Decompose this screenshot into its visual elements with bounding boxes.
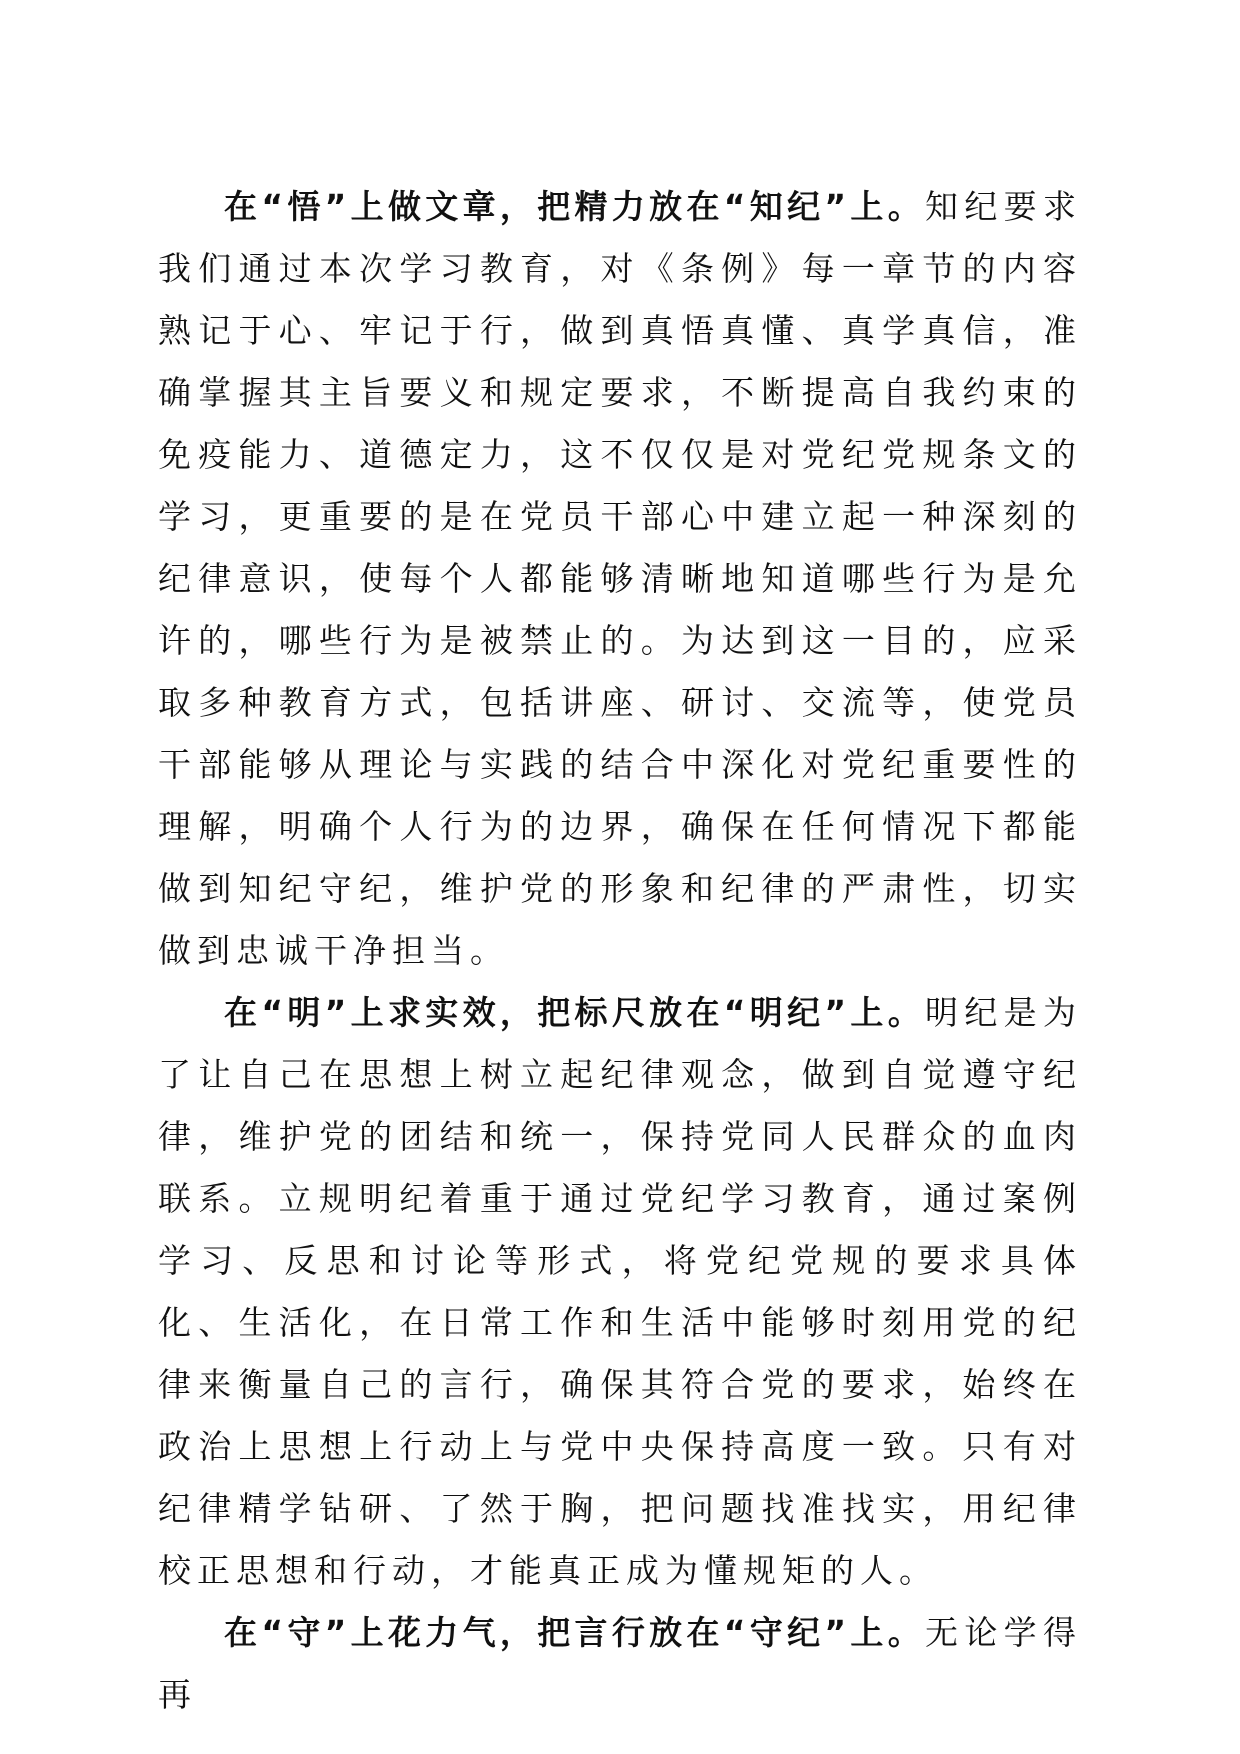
paragraph-heading: 在“悟”上做文章，把精力放在“知纪”上。: [224, 187, 926, 226]
paragraph-text: 明纪是为了让自己在思想上树立起纪律观念，做到自觉遵守纪律，维护党的团结和统一，保持党同人民群众的血肉联系。立规明纪着重于通过党纪学习教育，通过案例学习、反思和讨论等形式，将党纪党规的要求具体化、生活化，在日常工作和生活中能够时刻用党的纪律来衡量自己的言行，确保其符合党的要求，始终在政治上思想上行动上与党中央保持高度一致。只有对纪律精学钻研、了然于胸，把问题找准找实，用纪律校正思想和行动，才能真正成为懂规矩的人。: [158, 993, 1082, 1590]
paragraph-mingji: [158, 982, 1082, 1602]
paragraph-zhiji: [158, 176, 1082, 982]
paragraph-heading: 在“守”上花力气，把言行放在“守纪”上。: [224, 1613, 926, 1652]
document-body: [158, 176, 1082, 1726]
paragraph-heading: 在“明”上求实效，把标尺放在“明纪”上。: [224, 993, 926, 1032]
paragraph-text: 无论学得再: [158, 1613, 1082, 1714]
paragraph-shouji: [158, 1602, 1082, 1726]
paragraph-text: 知纪要求我们通过本次学习教育，对《条例》每一章节的内容熟记于心、牢记于行，做到真悟真懂、真学真信，准确掌握其主旨要义和规定要求，不断提高自我约束的免疫能力、道德定力，这不仅仅是对党纪党规条文的学习，更重要的是在党员干部心中建立起一种深刻的纪律意识，使每个人都能够清晰地知道哪些行为是允许的，哪些行为是被禁止的。为达到这一目的，应采取多种教育方式，包括讲座、研讨、交流等，使党员干部能够从理论与实践的结合中深化对党纪重要性的理解，明确个人行为的边界，确保在任何情况下都能做到知纪守纪，维护党的形象和纪律的严肃性，切实做到忠诚干净担当。: [158, 187, 1082, 970]
